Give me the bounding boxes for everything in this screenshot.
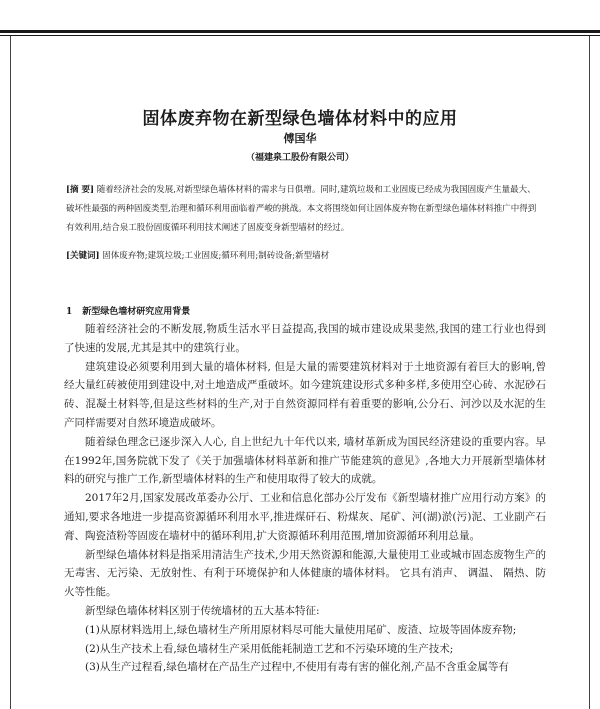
abstract — [66, 181, 544, 238]
abstract-text: 随着经济社会的发展,对新型绿色墙体材料的需求与日俱增。同时,建筑垃圾和工业固废已经成为我国固废产生量最大、破坏性最强的两种固废类型,治理和循环利用面临着严峻的挑战。本文将围绕如何让固体废弃物在新型绿色墙体材料推广中得到有效利用,结合泉工股份固废循环利用技术阐述了固废变身新型墙材的经过。 — [66, 185, 537, 233]
paragraph: 2017年2月,国家发展改革委办公厅、工业和信息化部办公厅发布《新型墙材推广应用行动方案》的通知,要求各地进一步提高资源循环利用水平,推进煤矸石、粉煤灰、尾矿、河(湖)淤(污)泥、工业副产石膏、陶瓷渣粉等固废在墙材中的循环利用,扩大资源循环利用范围,增加资源循环利用总量。 — [64, 492, 546, 542]
paragraph: 建筑建设必须要利用到大量的墙体材料, 但是大量的需要建筑材料对于土地资源有着巨大的影响,曾经大量红砖被使用到建设中,对土地造成严重破坏。如今建筑建设形式多种多样,多使用空心砖、水泥砂石砖、混凝土材料等,但是这些材料的生产,对于自然资源同样有着重要的影响,公分石、河沙以及水泥的生产同样需要对自然环境造成破坏。 — [64, 360, 546, 429]
paragraph: 随着经济社会的不断发展,物质生活水平日益提高,我国的城市建设成果斐然,我国的建工行业也得到了快速的发展,尤其是其中的建筑行业。 — [64, 323, 546, 354]
list-item: (3)从生产过程看,绿色墙材在产品生产过程中,不使用有毒有害的催化剂,产品不含重金属等有 — [85, 661, 509, 674]
paragraph: 新型绿色墙体材料是指采用清洁生产技术,少用天然资源和能源,大量使用工业或城市固态废物生产的无毒害、无污染、无放射性、有利于环境保护和人体健康的墙体材料。 它具有消声、 调温、 隔热、防火等性能。 — [64, 548, 546, 599]
section-number: 1 — [66, 307, 73, 317]
keywords-label: [关键词] — [66, 251, 100, 261]
header-thick-rule — [0, 30, 600, 33]
keywords — [66, 247, 544, 266]
keywords-text: 固体废弃物;建筑垃圾;工业固废;循环利用;制砖设备;新型墙材 — [102, 251, 330, 261]
section-title: 新型绿色墙材研究应用背景 — [82, 307, 191, 317]
abstract-label: [摘 要] — [66, 185, 95, 195]
article-title: 固体废弃物在新型绿色墙体材料中的应用 — [142, 109, 458, 129]
header-thin-rule — [0, 35, 600, 36]
body-text — [64, 320, 546, 677]
article-author: 傅国华 — [283, 132, 317, 145]
article-affiliation: （福建泉工股份有限公司） — [245, 153, 354, 163]
paragraph: 新型绿色墙体材料区别于传统墙材的五大基本特征: — [85, 604, 320, 617]
list-item: (2)从生产技术上看,绿色墙材生产采用低能耗制造工艺和不污染环境的生产技术; — [85, 642, 454, 655]
section-heading — [66, 304, 190, 317]
paragraph: 随着绿色理念已逐步深入人心, 自上世纪九十年代以来, 墙材革新成为国民经济建设的重要内容。早在1992年,国务院就下发了《关于加强墙体材料革新和推广节能建筑的意见》,各地大力开展新型墙体材料的研究与推广工作,新型墙体材料的生产和使用取得了较大的成就。 — [64, 435, 546, 486]
list-item: (1)从原材料选用上,绿色墙材生产所用原材料尽可能大量使用尾矿、废渣、垃圾等固体废弃物; — [85, 623, 517, 636]
